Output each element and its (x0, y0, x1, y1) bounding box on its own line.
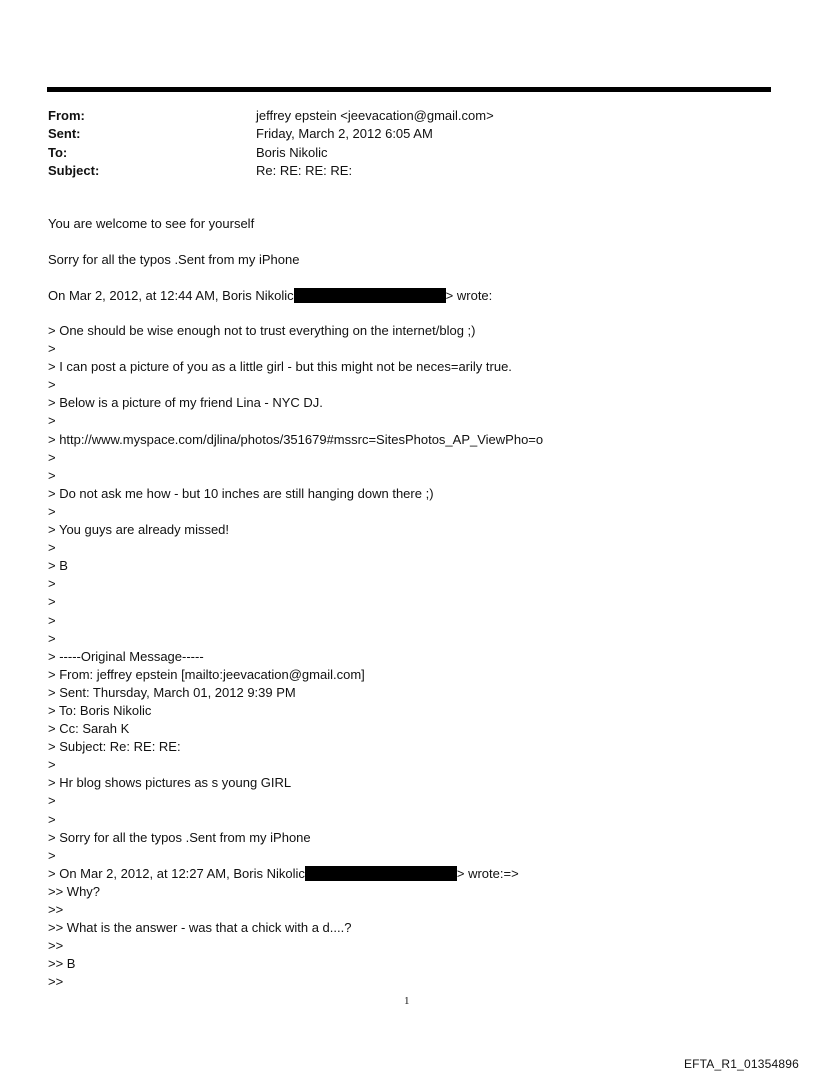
quote-line: > One should be wise enough not to trust everything on the internet/blog ;) (48, 323, 476, 338)
quote-line: >> B (48, 956, 76, 972)
quote-line: > (48, 757, 56, 773)
sent-label: Sent: (48, 126, 81, 142)
subject-label: Subject: (48, 162, 100, 178)
subject-value: Re: RE: RE: RE: (256, 162, 353, 178)
document-id: EFTA_R1_01354896 (683, 1057, 799, 1071)
quote-line: >> (48, 902, 64, 917)
from-label: From: (48, 108, 85, 123)
quote-line: > From: jeffrey epstein [mailto:jeevacation@gmail.com] (48, 666, 365, 682)
quote-line: > I can post a picture of you as a little girl - but this might not be neces=arily true. (48, 359, 512, 375)
quote-line: > To: Boris Nikolic (48, 702, 152, 718)
wrote-prefix: > On Mar 2, 2012, at 12:27 AM, Boris Nikolic (48, 865, 305, 881)
quote-line: > (48, 467, 56, 483)
quote-line: > Sent: Thursday, March 01, 2012 9:39 PM (48, 684, 296, 700)
quote-line: > (48, 449, 56, 465)
quote-line: >> (48, 938, 64, 954)
quote-line: >> (48, 974, 64, 990)
wrote-suffix: > wrote: (445, 288, 493, 303)
quote-line: > Subject: Re: RE: RE: (48, 739, 181, 755)
from-value: jeffrey epstein <jeevacation@gmail.com> (256, 108, 494, 123)
quoted-thread (48, 322, 543, 991)
quote-line: > B (48, 558, 68, 574)
quote-line: > (48, 630, 56, 646)
quote-line: > http://www.myspace.com/djlina/photos/351679#mssrc=SitesPhotos_AP_ViewPho=o (48, 431, 544, 447)
quote-line: > Hr blog shows pictures as s young GIRL (48, 775, 292, 791)
body-line-wrote (48, 287, 492, 305)
quote-line: > -----Original Message----- (48, 648, 204, 664)
to-label: To: (48, 144, 68, 160)
quote-line: > (48, 847, 56, 863)
quote-wrote-line (48, 865, 543, 883)
page-number: 1 (404, 995, 410, 1007)
quote-line: > (48, 811, 56, 827)
quote-line: > (48, 793, 56, 809)
quote-line: > (48, 413, 56, 429)
quote-line: > Do not ask me how - but 10 inches are still hanging down there ;) (48, 485, 434, 501)
quote-line: >> What is the answer - was that a chick with a d....? (48, 920, 352, 936)
quote-line: > (48, 612, 56, 628)
quote-line: > You guys are already missed! (48, 522, 230, 538)
body-line-signature: Sorry for all the typos .Sent from my iPhone (48, 252, 300, 267)
quote-line: > (48, 503, 56, 519)
to-value: Boris Nikolic (256, 144, 328, 160)
wrote-suffix: > wrote:=> (456, 865, 519, 881)
body-line-welcome: You are welcome to see for yourself (48, 216, 255, 231)
quote-line: >> Why? (48, 883, 101, 899)
quote-line: > (48, 594, 56, 610)
quote-line: > (48, 341, 56, 357)
redaction-box (305, 866, 457, 881)
quote-line: > Below is a picture of my friend Lina - NYC DJ. (48, 395, 323, 411)
quote-line: > Sorry for all the typos .Sent from my iPhone (48, 829, 311, 845)
redaction-box (294, 288, 446, 303)
header-rule (47, 87, 771, 92)
quote-line: > (48, 540, 56, 556)
wrote-prefix: On Mar 2, 2012, at 12:44 AM, Boris Nikolic (48, 288, 294, 303)
sent-value: Friday, March 2, 2012 6:05 AM (256, 126, 433, 142)
quote-line: > (48, 377, 56, 393)
quote-line: > Cc: Sarah K (48, 721, 130, 737)
quote-line: > (48, 576, 56, 592)
